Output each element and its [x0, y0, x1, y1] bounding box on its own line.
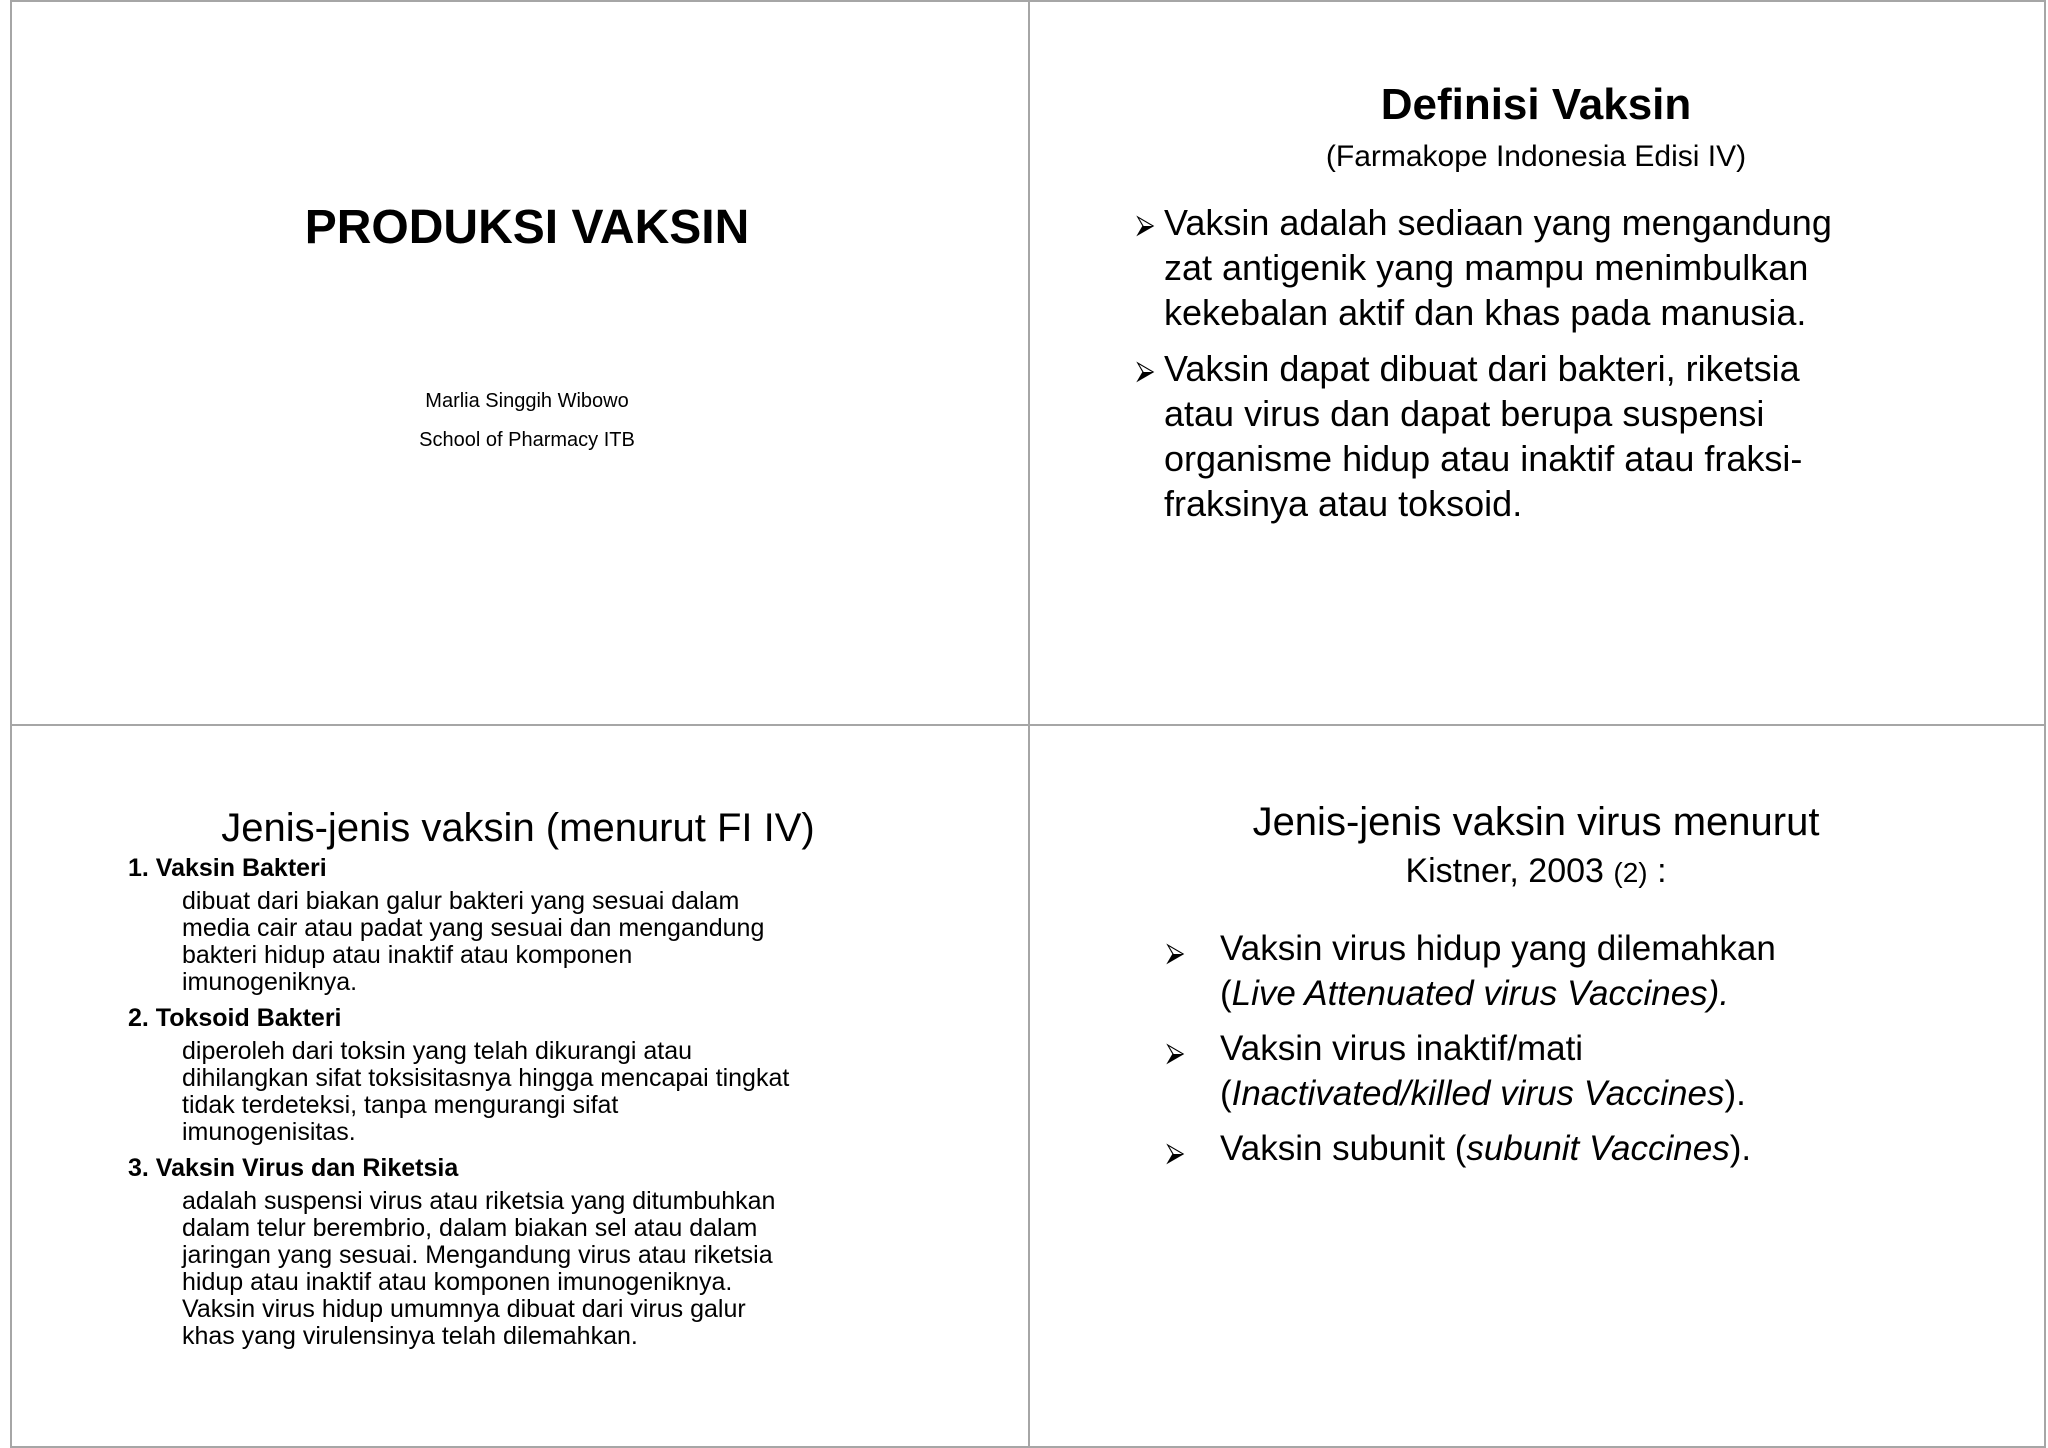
- bullet-item: [1166, 1026, 1920, 1116]
- arrow-bullet-icon: ⮚: [1166, 1037, 1185, 1067]
- body-line: hidup atau inaktif atau komponen imunogeniknya.: [182, 1268, 733, 1296]
- body-line: dibuat dari biakan galur bakteri yang sesuai dalam: [182, 887, 740, 915]
- bullet-text: Vaksin subunit (: [1220, 1129, 1467, 1168]
- bullet-line: Vaksin dapat dibuat dari bakteri, riketsia: [1164, 348, 1800, 389]
- body-line: dihilangkan sifat toksisitasnya hingga mencapai tingkat: [182, 1064, 790, 1092]
- body-line: khas yang virulensinya telah dilemahkan.: [182, 1322, 638, 1350]
- section-heading: 2. Toksoid Bakteri: [128, 1004, 342, 1032]
- body-line: bakteri hidup atau inaktif atau komponen: [182, 941, 633, 969]
- slide-heading: Jenis-jenis vaksin (menurut FI IV): [221, 806, 815, 850]
- slide-subheading: (Farmakope Indonesia Edisi IV): [1325, 140, 1747, 173]
- citation-colon: :: [1657, 852, 1667, 890]
- arrow-bullet-icon: ⮚: [1136, 209, 1155, 239]
- slide-heading: Definisi Vaksin: [1380, 80, 1692, 129]
- paren-open: (: [1220, 1074, 1232, 1113]
- section-heading: 3. Vaksin Virus dan Riketsia: [128, 1154, 459, 1182]
- body-line: jaringan yang sesuai. Mengandung virus atau riketsia: [182, 1241, 773, 1269]
- bullet-line: kekebalan aktif dan khas pada manusia.: [1164, 292, 1807, 333]
- paren-close: ).: [1729, 1129, 1752, 1168]
- institution-name: School of Pharmacy ITB: [419, 429, 635, 451]
- body-line: Vaksin virus hidup umumnya dibuat dari virus galur: [182, 1295, 746, 1323]
- slide-heading-citation: [1030, 852, 2042, 891]
- section-heading: 1. Vaksin Bakteri: [128, 854, 327, 882]
- bullet-line: [1220, 971, 1920, 1016]
- bullet-line: [1220, 1071, 1920, 1116]
- body-line: imunogeniknya.: [182, 968, 358, 996]
- section-body: [182, 1038, 942, 1146]
- citation-reference: (2): [1613, 857, 1648, 888]
- bullet-line: [1220, 1126, 1920, 1171]
- presentation-title: PRODUKSI VAKSIN: [304, 201, 750, 254]
- arrow-bullet-icon: ⮚: [1136, 355, 1155, 385]
- bullet-line: organisme hidup atau inaktif atau fraksi-: [1164, 438, 1803, 479]
- bullet-line: Vaksin adalah sediaan yang mengandung: [1164, 202, 1832, 243]
- bullet-item: [1166, 926, 1920, 1016]
- body-line: diperoleh dari toksin yang telah dikurangi atau: [182, 1037, 693, 1065]
- slide-title: [12, 2, 1028, 722]
- author-name: Marlia Singgih Wibowo: [425, 390, 629, 412]
- bullet-item: [1136, 346, 1904, 526]
- bullet-line: Vaksin virus hidup yang dilemahkan: [1220, 929, 1776, 968]
- slide-vaccine-types: [12, 726, 1028, 1444]
- body-line: tidak terdeteksi, tanpa mengurangi sifat: [182, 1091, 619, 1119]
- body-line: imunogenisitas.: [182, 1118, 356, 1146]
- bullet-line: atau virus dan dapat berupa suspensi: [1164, 393, 1765, 434]
- bullet-line: fraksinya atau toksoid.: [1164, 483, 1523, 524]
- english-term: subunit Vaccines: [1466, 1129, 1730, 1168]
- bullet-line: Vaksin virus inaktif/mati: [1220, 1029, 1584, 1068]
- paren-close: ).: [1724, 1074, 1746, 1113]
- slide-virus-vaccine-types: [1030, 726, 2042, 1444]
- body-line: dalam telur berembrio, dalam biakan sel atau dalam: [182, 1214, 758, 1242]
- body-line: media cair atau padat yang sesuai dan mengandung: [182, 914, 765, 942]
- english-term: Inactivated/killed virus Vaccines: [1231, 1074, 1725, 1113]
- slide-definition: [1030, 2, 2042, 722]
- section-body: [182, 1188, 942, 1350]
- arrow-bullet-icon: ⮚: [1166, 1137, 1185, 1167]
- slide-heading: Jenis-jenis vaksin virus menurut: [1252, 800, 1820, 844]
- paren-open: (: [1220, 974, 1232, 1013]
- body-line: adalah suspensi virus atau riketsia yang ditumbuhkan: [182, 1187, 776, 1215]
- section-body: [182, 888, 942, 996]
- bullet-line: zat antigenik yang mampu menimbulkan: [1164, 247, 1809, 288]
- english-term: Live Attenuated virus Vaccines).: [1231, 974, 1730, 1013]
- bullet-item: [1136, 200, 1904, 335]
- arrow-bullet-icon: ⮚: [1166, 937, 1185, 967]
- citation-author: Kistner, 2003: [1405, 852, 1604, 890]
- bullet-item: [1166, 1126, 1920, 1171]
